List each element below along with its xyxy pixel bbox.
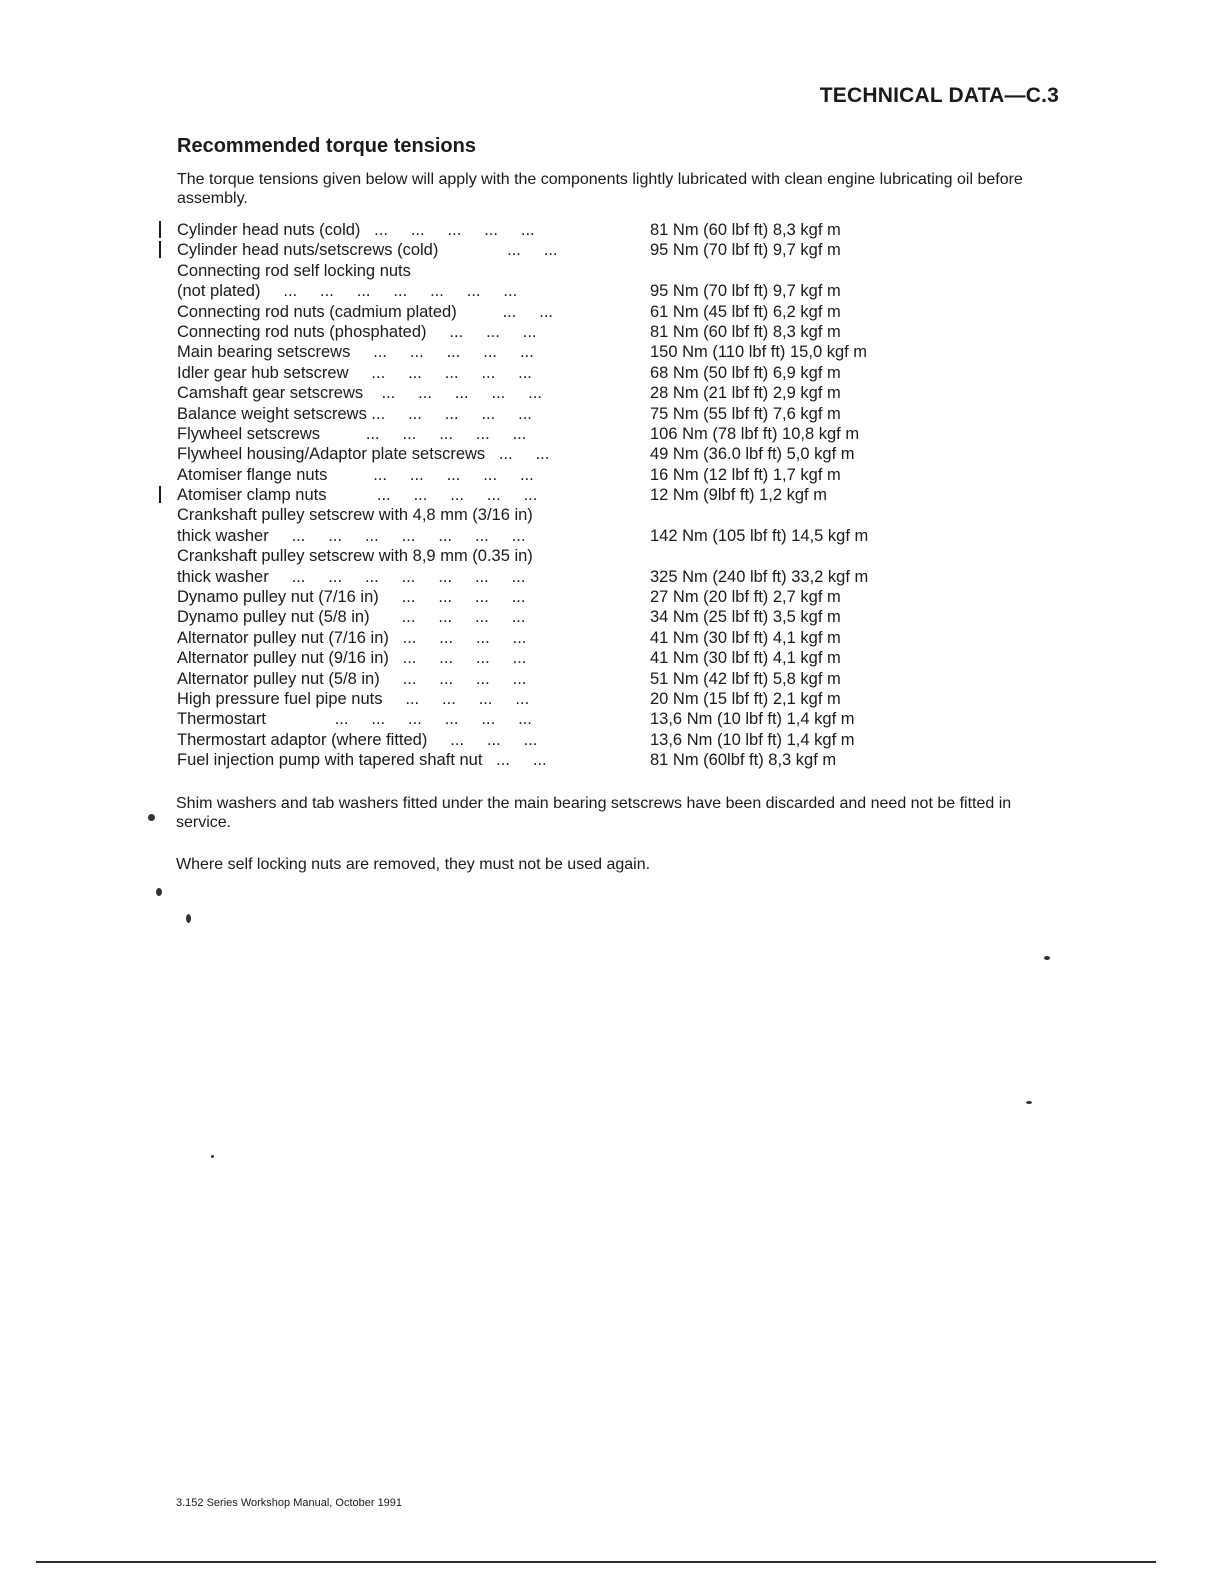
torque-value: 325 Nm (240 lbf ft) 33,2 kgf m <box>650 567 869 586</box>
component-name: Atomiser flange nuts ... ... ... ... ... <box>177 465 534 484</box>
component-name: Idler gear hub setscrew ... ... ... ... ... <box>177 363 532 382</box>
torque-row <box>177 404 937 424</box>
scan-speck <box>1026 1101 1032 1104</box>
torque-value: 41 Nm (30 lbf ft) 4,1 kgf m <box>650 628 841 647</box>
torque-value: 150 Nm (110 lbf ft) 15,0 kgf m <box>650 343 868 362</box>
torque-value: 95 Nm (70 lbf ft) 9,7 kgf m <box>650 241 841 260</box>
scan-speck <box>1044 956 1050 960</box>
torque-row <box>177 689 937 709</box>
torque-value: 51 Nm (42 lbf ft) 5,8 kgf m <box>650 669 841 688</box>
component-name: Connecting rod nuts (phosphated) ... ... ... <box>177 322 537 341</box>
torque-row <box>177 240 937 260</box>
torque-value: 68 Nm (50 lbf ft) 6,9 kgf m <box>650 363 841 382</box>
torque-row <box>177 465 937 485</box>
component-name: thick washer ... ... ... ... ... ... ... <box>177 526 526 545</box>
shim-washer-note: Shim washers and tab washers fitted under the main bearing setscrews have been discarded and need not be fitted in service. <box>176 795 1012 831</box>
component-name: Main bearing setscrews ... ... ... ... ... <box>177 343 534 362</box>
torque-row <box>177 302 937 322</box>
intro-paragraph: The torque tensions given below will apply with the components lightly lubricated with clean engine lubricating oil before assembly. <box>177 171 1023 207</box>
torque-row <box>177 607 937 627</box>
torque-row <box>177 485 937 505</box>
torque-value: 75 Nm (55 lbf ft) 7,6 kgf m <box>650 404 841 423</box>
component-name: Flywheel housing/Adaptor plate setscrews ... ... <box>177 445 550 464</box>
torque-row <box>177 261 937 281</box>
torque-row <box>177 505 937 525</box>
component-name: Balance weight setscrews ... ... ... ... ... <box>177 404 532 423</box>
torque-row <box>177 669 937 689</box>
section-title: Recommended torque tensions <box>177 135 476 157</box>
page-footer: 3.152 Series Workshop Manual, October 1991 <box>176 1497 403 1509</box>
component-name: Thermostart ... ... ... ... ... ... <box>177 710 532 729</box>
component-name: Thermostart adaptor (where fitted) ... ... ... <box>177 730 538 749</box>
component-name: Atomiser clamp nuts ... ... ... ... ... <box>177 486 538 505</box>
torque-value: 95 Nm (70 lbf ft) 9,7 kgf m <box>650 282 841 301</box>
torque-row <box>177 444 937 464</box>
torque-value: 27 Nm (20 lbf ft) 2,7 kgf m <box>650 588 841 607</box>
torque-value: 81 Nm (60lbf ft) 8,3 kgf m <box>650 751 837 770</box>
torque-value: 49 Nm (36.0 lbf ft) 5,0 kgf m <box>650 445 855 464</box>
component-name: Alternator pulley nut (7/16 in) ... ... ... ... <box>177 628 527 647</box>
revision-bar <box>159 241 161 258</box>
torque-value: 13,6 Nm (10 lbf ft) 1,4 kgf m <box>650 730 855 749</box>
component-name: Alternator pulley nut (5/8 in) ... ... ... ... <box>177 669 527 688</box>
torque-value: 12 Nm (9lbf ft) 1,2 kgf m <box>650 486 827 505</box>
component-name: Connecting rod self locking nuts <box>177 261 411 280</box>
torque-row <box>177 363 937 383</box>
revision-bar <box>159 221 161 238</box>
torque-value: 106 Nm (78 lbf ft) 10,8 kgf m <box>650 424 860 443</box>
component-name: Alternator pulley nut (9/16 in) ... ... ... ... <box>177 649 527 668</box>
torque-row <box>177 709 937 729</box>
torque-row <box>177 526 937 546</box>
torque-value: 34 Nm (25 lbf ft) 3,5 kgf m <box>650 608 841 627</box>
torque-row <box>177 322 937 342</box>
component-name: Camshaft gear setscrews ... ... ... ... ... <box>177 384 542 403</box>
torque-row <box>177 628 937 648</box>
revision-bar <box>159 486 161 503</box>
component-name: High pressure fuel pipe nuts ... ... ... ... <box>177 689 530 708</box>
component-name: Flywheel setscrews ... ... ... ... ... <box>177 424 527 443</box>
torque-row <box>177 281 937 301</box>
bottom-rule <box>36 1561 1156 1563</box>
self-locking-nut-note: Where self locking nuts are removed, they must not be used again. <box>176 856 651 873</box>
scan-speck <box>148 814 155 821</box>
component-name: Connecting rod nuts (cadmium plated) ... ... <box>177 302 553 321</box>
torque-table <box>177 220 937 771</box>
scan-speck <box>156 888 162 896</box>
torque-value: 41 Nm (30 lbf ft) 4,1 kgf m <box>650 649 841 668</box>
page-header: TECHNICAL DATA—C.3 <box>819 84 1059 107</box>
torque-row <box>177 648 937 668</box>
torque-row <box>177 587 937 607</box>
component-name: (not plated) ... ... ... ... ... ... ... <box>177 282 518 301</box>
scan-speck <box>211 1155 214 1158</box>
component-name: Crankshaft pulley setscrew with 8,9 mm (0.35 in) <box>177 547 533 566</box>
torque-value: 81 Nm (60 lbf ft) 8,3 kgf m <box>650 221 841 239</box>
torque-row <box>177 750 937 770</box>
component-name: Cylinder head nuts/setscrews (cold) ... ... <box>177 241 558 260</box>
torque-row <box>177 546 937 566</box>
scan-speck <box>186 914 191 923</box>
torque-row <box>177 730 937 750</box>
torque-value: 20 Nm (15 lbf ft) 2,1 kgf m <box>650 689 841 708</box>
torque-row <box>177 567 937 587</box>
torque-row <box>177 342 937 362</box>
torque-value: 61 Nm (45 lbf ft) 6,2 kgf m <box>650 302 841 321</box>
torque-row <box>177 424 937 444</box>
component-name: Cylinder head nuts (cold) ... ... ... ... ... <box>177 221 535 239</box>
torque-value: 28 Nm (21 lbf ft) 2,9 kgf m <box>650 384 841 403</box>
torque-value: 13,6 Nm (10 lbf ft) 1,4 kgf m <box>650 710 855 729</box>
torque-row <box>177 220 937 240</box>
torque-value: 142 Nm (105 lbf ft) 14,5 kgf m <box>650 526 869 545</box>
component-name: Dynamo pulley nut (5/8 in) ... ... ... ... <box>177 608 526 627</box>
torque-value: 16 Nm (12 lbf ft) 1,7 kgf m <box>650 465 841 484</box>
component-name: Dynamo pulley nut (7/16 in) ... ... ... ... <box>177 588 526 607</box>
component-name: Fuel injection pump with tapered shaft nut ... ... <box>177 751 547 770</box>
torque-row <box>177 383 937 403</box>
component-name: thick washer ... ... ... ... ... ... ... <box>177 567 526 586</box>
component-name: Crankshaft pulley setscrew with 4,8 mm (3/16 in) <box>177 506 533 525</box>
torque-value: 81 Nm (60 lbf ft) 8,3 kgf m <box>650 322 841 341</box>
